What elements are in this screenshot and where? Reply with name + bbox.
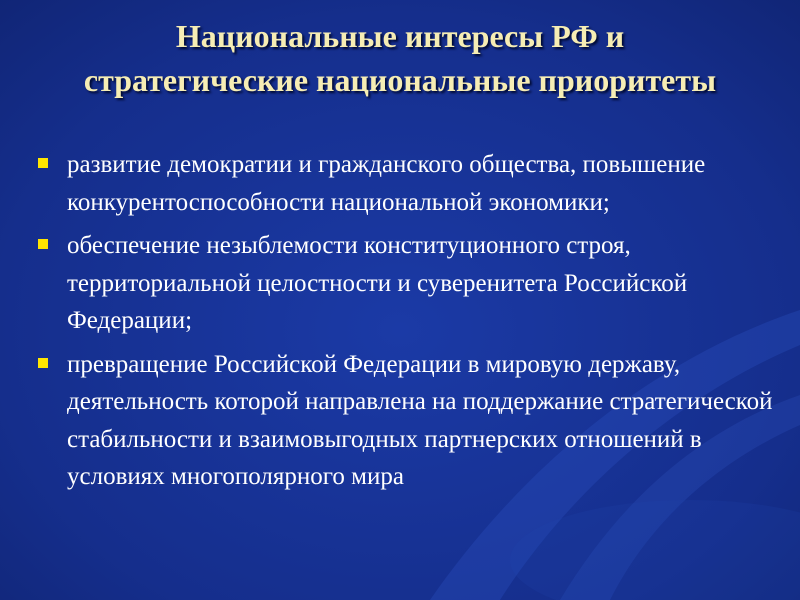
bullet-item-world-power (36, 346, 776, 496)
square-bullet-icon (38, 239, 48, 249)
slide-title (0, 14, 800, 102)
square-bullet-icon (38, 158, 48, 168)
title-line-2: стратегические национальные приоритеты (83, 62, 717, 98)
bullet-text: превращение Российской Федерации в мировую державу, деятельность которой направлена на поддержание стратегической стабильности и взаимовыгодных партнерских отношений в условиях многополярного мира (67, 350, 773, 490)
bullet-text: развитие демократии и гражданского общества, повышение конкурентоспособности национальной экономики; (67, 151, 706, 216)
bullet-item-democracy (36, 146, 776, 221)
square-bullet-icon (38, 358, 48, 368)
bullet-list (36, 146, 776, 502)
bullet-item-constitution (36, 227, 776, 340)
title-line-1: Национальные интересы РФ и (175, 18, 625, 54)
bullet-text: обеспечение незыблемости конституционного строя, территориальной целостности и суверенитета Российской Федерации; (67, 232, 688, 334)
